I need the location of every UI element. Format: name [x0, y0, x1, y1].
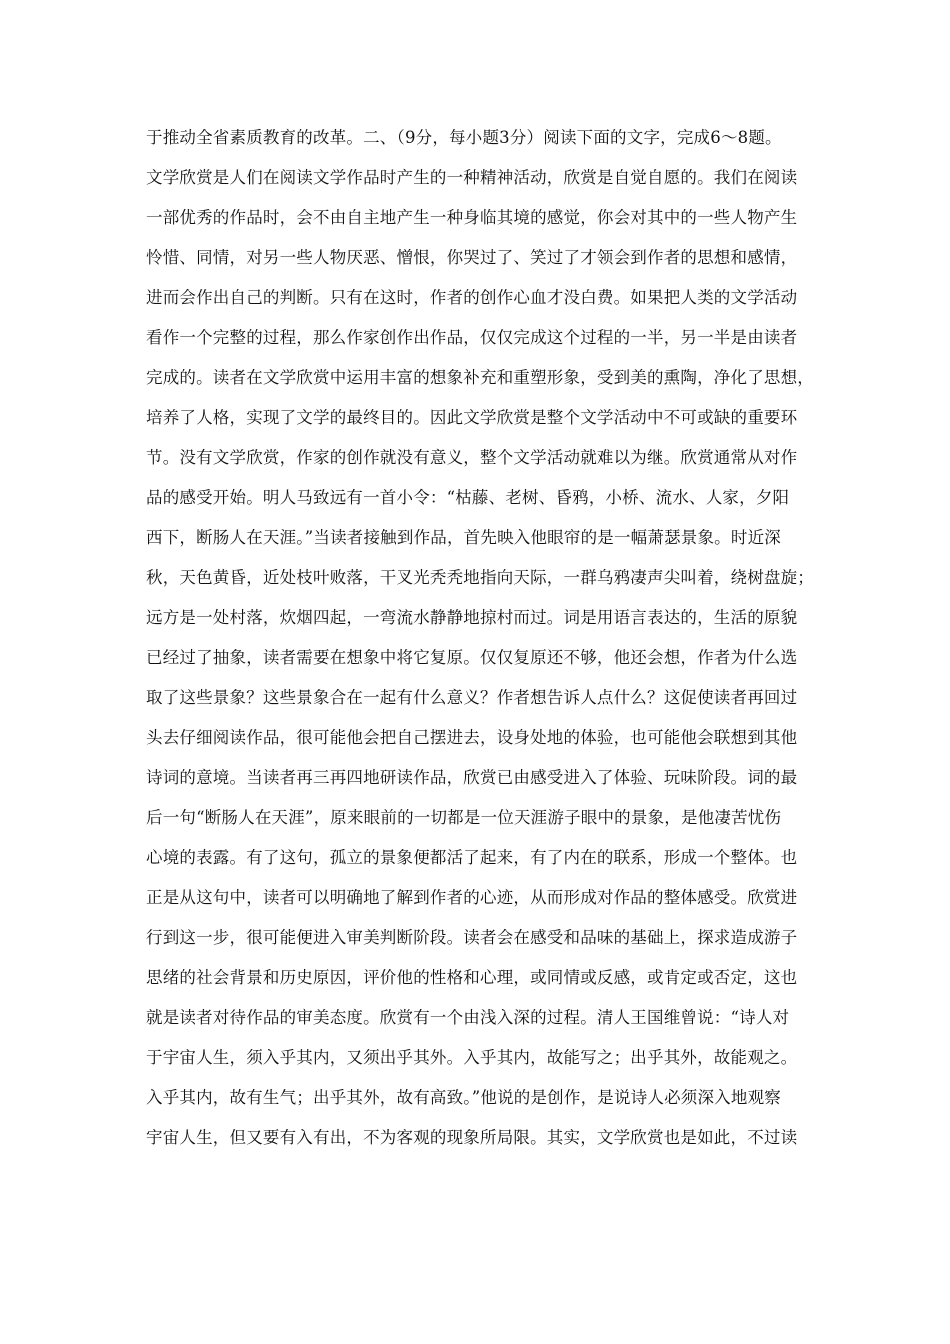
text-line: 看作一个完整的过程，那么作家创作出作品，仅仅完成这个过程的一半，另一半是由读者	[146, 328, 798, 347]
text-line: 宇宙人生，但又要有入有出，不为客观的现象所局限。其实，文学欣赏也是如此，不过读	[146, 1128, 798, 1147]
text-line: 已经过了抽象，读者需要在想象中将它复原。仅仅复原还不够，他还会想，作者为什么选	[146, 648, 798, 667]
text-line: 怜惜、同情，对另一些人物厌恶、憎恨，你哭过了、笑过了才领会到作者的思想和感情，	[146, 248, 798, 267]
text-line: 入乎其内，故有生气；出乎其外，故有高致。”他说的是创作，是说诗人必须深入地观察	[146, 1088, 781, 1107]
text-line: 正是从这句中，读者可以明确地了解到作者的心迹，从而形成对作品的整体感受。欣赏进	[146, 888, 798, 907]
text-line: 品的感受开始。明人马致远有一首小令：“枯藤、老树、昏鸦，小桥、流水、人家，夕阳	[146, 488, 790, 507]
text-line: 一部优秀的作品时，会不由自主地产生一种身临其境的感觉，你会对其中的一些人物产生	[146, 208, 798, 227]
text-line: 头去仔细阅读作品，很可能他会把自己摆进去，设身处地的体验，也可能他会联想到其他	[146, 728, 798, 747]
text-line: 秋，天色黄昏，近处枝叶败落，干叉光秃秃地指向天际，一群乌鸦凄声尖叫着，绕树盘旋；	[146, 568, 814, 587]
text-line: 取了这些景象？这些景象合在一起有什么意义？作者想告诉人点什么？这促使读者再回过	[146, 688, 798, 707]
text-line: 行到这一步，很可能便进入审美判断阶段。读者会在感受和品味的基础上，探求造成游子	[146, 928, 798, 947]
text-line: 培养了人格，实现了文学的最终目的。因此文学欣赏是整个文学活动中不可或缺的重要环	[146, 408, 798, 427]
text-line: 思绪的社会背景和历史原因，评价他的性格和心理，或同情或反感，或肯定或否定，这也	[146, 968, 798, 987]
text-line: 于宇宙人生，须入乎其内，又须出乎其外。入乎其内，故能写之；出乎其外，故能观之。	[146, 1048, 798, 1067]
text-line: 诗词的意境。当读者再三再四地研读作品，欣赏已由感受进入了体验、玩味阶段。词的最	[146, 768, 798, 787]
text-line: 就是读者对待作品的审美态度。欣赏有一个由浅入深的过程。清人王国维曾说：“诗人对	[146, 1008, 790, 1027]
text-line: 完成的。读者在文学欣赏中运用丰富的想象补充和重塑形象，受到美的熏陶，净化了思想，	[146, 368, 814, 387]
text-line: 后一句“断肠人在天涯”，原来眼前的一切都是一位天涯游子眼中的景象，是他凄苦忧伤	[146, 808, 782, 827]
text-line: 节。没有文学欣赏，作家的创作就没有意义，整个文学活动就难以为继。欣赏通常从对作	[146, 448, 798, 467]
text-line: 西下，断肠人在天涯。”当读者接触到作品，首先映入他眼帘的是一幅萧瑟景象。时近深	[146, 528, 781, 547]
text-line: 于推动全省素质教育的改革。二、（9分，每小题3分）阅读下面的文字，完成6～8题。	[146, 128, 782, 147]
text-line: 远方是一处村落，炊烟四起，一弯流水静静地掠村而过。词是用语言表达的，生活的原貌	[146, 608, 798, 627]
text-line: 文学欣赏是人们在阅读文学作品时产生的一种精神活动，欣赏是自觉自愿的。我们在阅读	[146, 168, 798, 187]
text-line: 进而会作出自己的判断。只有在这时，作者的创作心血才没白费。如果把人类的文学活动	[146, 288, 798, 307]
text-line: 心境的表露。有了这句，孤立的景象便都活了起来，有了内在的联系，形成一个整体。也	[146, 848, 798, 867]
